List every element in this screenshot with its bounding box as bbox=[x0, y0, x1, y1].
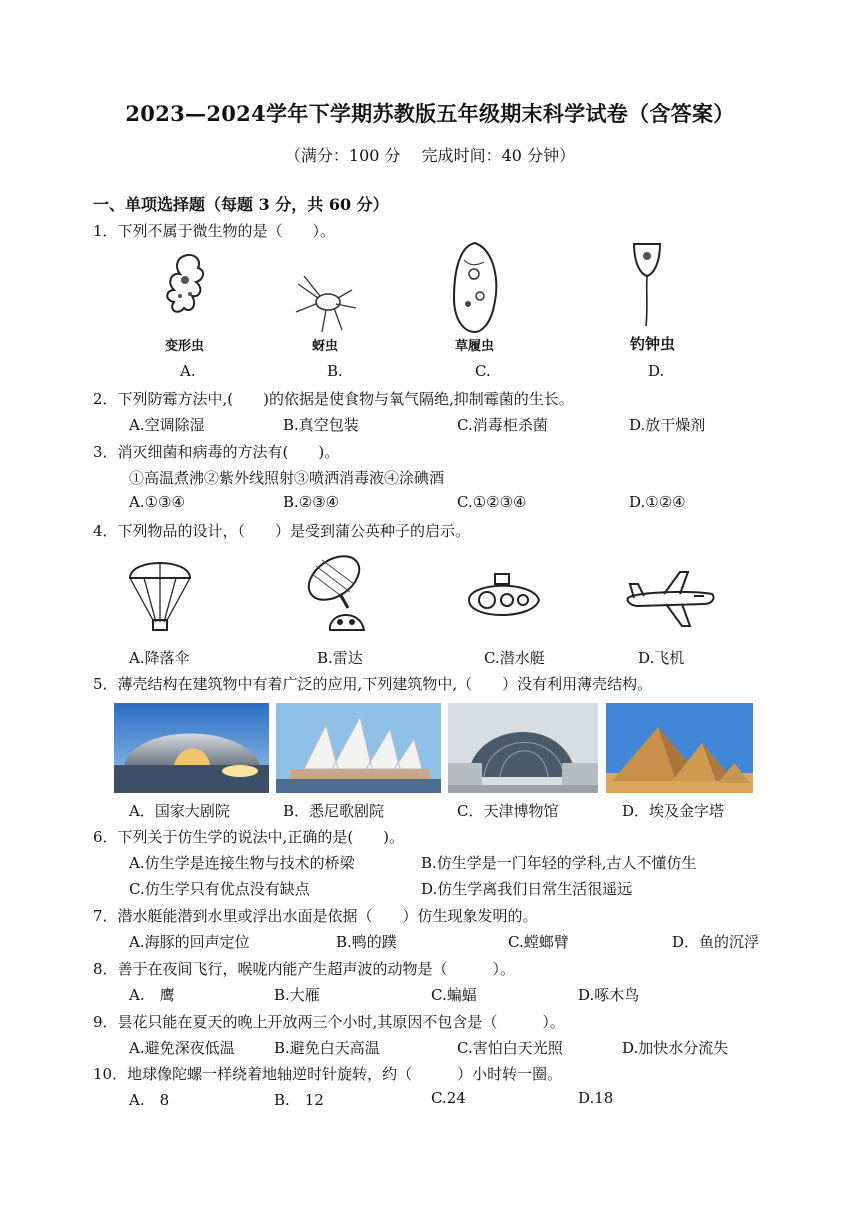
q9-option-d[interactable]: D.加快水分流失 bbox=[622, 1039, 729, 1057]
pyramids-photo bbox=[606, 703, 753, 793]
question-7-stem: 7．潜水艇能潜到水里或浮出水面是依据（ ）仿生现象发明的。 bbox=[93, 907, 538, 925]
q2-option-b[interactable]: B.真空包装 bbox=[283, 416, 359, 434]
radar-drawing-icon bbox=[300, 548, 370, 634]
sydney-opera-house-photo bbox=[276, 703, 441, 793]
q6-option-c[interactable]: C.仿生学只有优点没有缺点 bbox=[129, 880, 310, 898]
question-5-stem: 5．薄壳结构在建筑物中有着广泛的应用,下列建筑物中,（ ）没有利用薄壳结构。 bbox=[93, 675, 653, 693]
question-6-stem: 6．下列关于仿生学的说法中,正确的是( )。 bbox=[93, 828, 405, 846]
q1-caption-c: 草履虫 bbox=[455, 339, 495, 354]
q4-option-d[interactable]: D.飞机 bbox=[638, 649, 685, 667]
q8-option-d[interactable]: D.啄木鸟 bbox=[578, 986, 640, 1004]
question-2-stem: 2．下列防霉方法中,( )的依据是使食物与氧气隔绝,抑制霉菌的生长。 bbox=[93, 390, 574, 408]
q4-option-a[interactable]: A.降落伞 bbox=[129, 649, 190, 667]
national-grand-theater-photo bbox=[114, 703, 269, 793]
q5-option-c[interactable]: C．天津博物馆 bbox=[457, 802, 559, 820]
q6-option-a[interactable]: A.仿生学是连接生物与技术的桥梁 bbox=[129, 854, 355, 872]
submarine-drawing-icon bbox=[463, 568, 545, 628]
q2-option-d[interactable]: D.放干燥剂 bbox=[629, 416, 706, 434]
vorticella-drawing-icon bbox=[630, 240, 664, 330]
airplane-drawing-icon bbox=[624, 568, 718, 630]
q1-option-c[interactable]: C. bbox=[475, 362, 491, 380]
page-subtitle: （满分：100 分 完成时间：40 分钟） bbox=[284, 146, 576, 165]
question-4-stem: 4．下列物品的设计，（ ）是受到蒲公英种子的启示。 bbox=[93, 522, 471, 540]
question-1-stem: 1．下列不属于微生物的是（ ）。 bbox=[93, 222, 336, 240]
q3-option-c[interactable]: C.①②③④ bbox=[457, 493, 527, 511]
q8-option-a[interactable]: A. 鹰 bbox=[129, 986, 175, 1004]
parachute-drawing-icon bbox=[128, 550, 192, 634]
aphid-drawing-icon bbox=[290, 268, 360, 338]
page-title: 2023—2024学年下学期苏教版五年级期末科学试卷（含答案） bbox=[125, 101, 735, 126]
q3-option-d[interactable]: D.①②④ bbox=[629, 493, 686, 511]
q7-option-b[interactable]: B.鸭的蹼 bbox=[336, 933, 397, 951]
q3-option-b[interactable]: B.②③④ bbox=[283, 493, 340, 511]
q5-option-d[interactable]: D．埃及金字塔 bbox=[622, 802, 725, 820]
q3-option-a[interactable]: A.①③④ bbox=[129, 493, 185, 511]
q1-caption-d: 钓钟虫 bbox=[630, 335, 676, 353]
question-8-stem: 8．善于在夜间飞行，喉咙内能产生超声波的动物是（ ）。 bbox=[93, 960, 516, 978]
q1-option-d[interactable]: D. bbox=[648, 362, 665, 380]
section-heading: 一、单项选择题（每题 3 分，共 60 分） bbox=[93, 195, 389, 214]
paramecium-drawing-icon bbox=[446, 240, 504, 335]
question-3-stem: 3．消灭细菌和病毒的方法有( )。 bbox=[93, 443, 340, 461]
q10-option-c[interactable]: C.24 bbox=[431, 1089, 466, 1107]
q9-option-a[interactable]: A.避免深夜低温 bbox=[129, 1039, 235, 1057]
q1-caption-a: 变形虫 bbox=[165, 339, 205, 354]
q3-methods-list: ①高温煮沸②紫外线照射③喷洒消毒液④涂碘酒 bbox=[129, 469, 445, 487]
tianjin-museum-photo bbox=[448, 703, 598, 793]
q5-option-b[interactable]: B．悉尼歌剧院 bbox=[283, 802, 385, 820]
q10-option-a[interactable]: A. 8 bbox=[129, 1091, 170, 1109]
q2-option-c[interactable]: C.消毒柜杀菌 bbox=[457, 416, 548, 434]
q1-option-b[interactable]: B. bbox=[327, 362, 343, 380]
q8-option-c[interactable]: C.蝙蝠 bbox=[431, 986, 477, 1004]
q1-option-a[interactable]: A. bbox=[180, 362, 196, 380]
question-9-stem: 9．昙花只能在夏天的晚上开放两三个小时,其原因不包含是（ ）。 bbox=[93, 1013, 565, 1031]
q7-option-c[interactable]: C.螳螂臂 bbox=[508, 933, 569, 951]
q5-option-a[interactable]: A．国家大剧院 bbox=[129, 802, 230, 820]
q10-option-d[interactable]: D.18 bbox=[578, 1089, 614, 1107]
q7-option-d[interactable]: D．鱼的沉浮 bbox=[672, 933, 760, 951]
q7-option-a[interactable]: A.海豚的回声定位 bbox=[129, 933, 250, 951]
q4-option-b[interactable]: B.雷达 bbox=[317, 649, 363, 667]
q2-option-a[interactable]: A.空调除湿 bbox=[129, 416, 205, 434]
q4-option-c[interactable]: C.潜水艇 bbox=[484, 649, 545, 667]
q8-option-b[interactable]: B.大雁 bbox=[274, 986, 320, 1004]
question-10-stem: 10．地球像陀螺一样绕着地轴逆时针旋转，约（ ）小时转一圈。 bbox=[93, 1065, 563, 1083]
amoeba-drawing-icon bbox=[160, 250, 220, 335]
q9-option-c[interactable]: C.害怕白天光照 bbox=[457, 1039, 563, 1057]
q6-option-b[interactable]: B.仿生学是一门年轻的学科,古人不懂仿生 bbox=[421, 854, 697, 872]
q9-option-b[interactable]: B.避免白天高温 bbox=[274, 1039, 380, 1057]
q6-option-d[interactable]: D.仿生学离我们日常生活很遥远 bbox=[421, 880, 633, 898]
q1-caption-b: 蚜虫 bbox=[312, 339, 339, 354]
q10-option-b[interactable]: B. 12 bbox=[274, 1091, 324, 1109]
